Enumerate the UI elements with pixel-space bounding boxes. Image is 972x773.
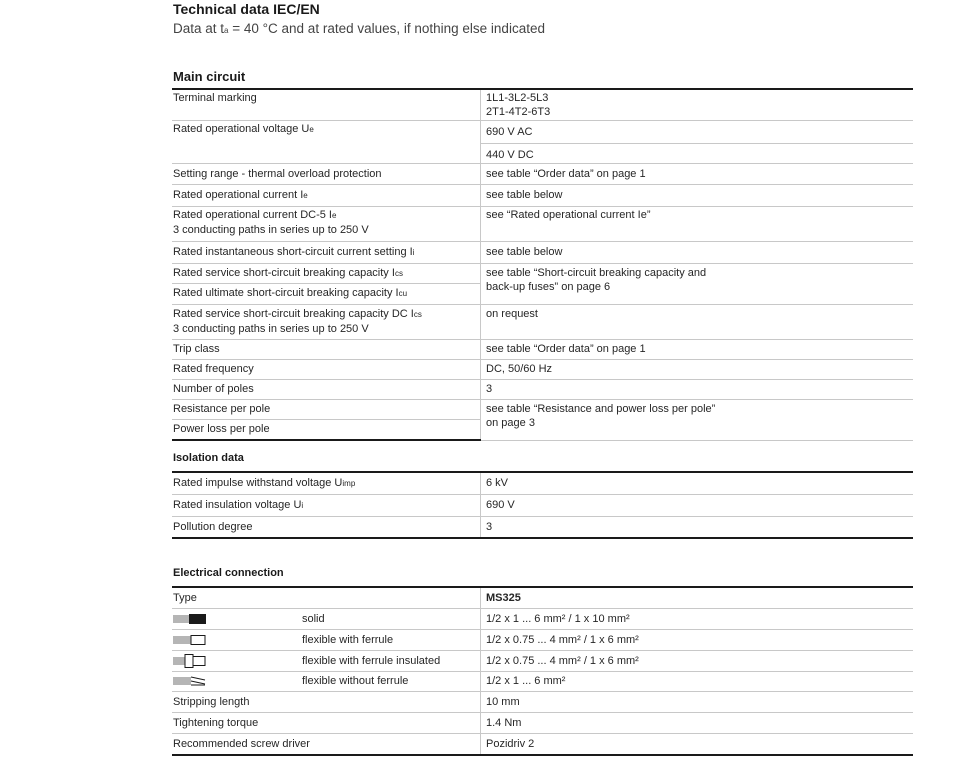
table-row: [172, 121, 913, 144]
table-row: [172, 305, 913, 340]
row-value: 3: [481, 380, 914, 400]
row-value: see “Rated operational current Ie”: [481, 207, 914, 242]
row-value: see table “Short-circuit breaking capacity and back-up fuses” on page 6: [481, 264, 914, 305]
row-label: Rated service short-circuit breaking capacity DC Ics 3 conducting paths in series up to 250 V: [172, 305, 481, 340]
row-value: 3: [481, 517, 914, 539]
row-value: MS325: [481, 587, 914, 609]
row-label: Tightening torque: [172, 713, 481, 734]
row-label: Terminal marking: [172, 89, 481, 121]
row-label: Rated operational voltage Ue: [172, 121, 481, 164]
row-value: see table below: [481, 242, 914, 264]
row-label: Rated instantaneous short-circuit current setting Ii: [172, 242, 481, 264]
row-value: 690 V AC: [481, 121, 914, 144]
row-value: 440 V DC: [481, 144, 914, 164]
row-value: on request: [481, 305, 914, 340]
isolation-title: Isolation data: [173, 452, 244, 464]
table-row: [172, 185, 913, 207]
table-row: [172, 517, 913, 539]
row-value: 1/2 x 0.75 ... 4 mm² / 1 x 6 mm²: [481, 651, 914, 672]
table-row: [172, 360, 913, 380]
row-label: Number of poles: [172, 380, 481, 400]
row-label: Rated service short-circuit breaking capacity Ics: [172, 264, 481, 284]
row-value: 1.4 Nm: [481, 713, 914, 734]
row-value: see table below: [481, 185, 914, 207]
row-label: Stripping length: [172, 692, 481, 713]
row-label: Trip class: [172, 340, 481, 360]
table-row: [172, 400, 913, 420]
main-circuit-title: Main circuit: [173, 69, 246, 84]
row-label: Rated operational current DC-5 Ie 3 conducting paths in series up to 250 V: [172, 207, 481, 242]
table-row: [172, 380, 913, 400]
row-label: flexible with ferrule: [172, 630, 481, 651]
row-value: see table “Order data” on page 1: [481, 164, 914, 185]
row-value: DC, 50/60 Hz: [481, 360, 914, 380]
table-row: [172, 340, 913, 360]
row-label: Setting range - thermal overload protection: [172, 164, 481, 185]
table-row: [172, 672, 913, 692]
table-row: [172, 89, 913, 121]
row-label: Rated impulse withstand voltage Uimp: [172, 472, 481, 495]
row-value: 6 kV: [481, 472, 914, 495]
isolation-table: [172, 471, 913, 539]
row-value: see table “Order data” on page 1: [481, 340, 914, 360]
row-label: Recommended screw driver: [172, 734, 481, 756]
row-label: Resistance per pole: [172, 400, 481, 420]
table-row: [172, 692, 913, 713]
table-row: [172, 164, 913, 185]
ferrule-wire-icon: [173, 635, 207, 645]
flexible-wire-icon: [173, 676, 207, 686]
row-value: Pozidriv 2: [481, 734, 914, 756]
row-label: Rated operational current Ie: [172, 185, 481, 207]
row-value: 1/2 x 0.75 ... 4 mm² / 1 x 6 mm²: [481, 630, 914, 651]
row-label: Type: [172, 587, 481, 609]
electrical-table: [172, 586, 913, 756]
row-value: 690 V: [481, 495, 914, 517]
row-label: Rated ultimate short-circuit breaking capacity Icu: [172, 284, 481, 305]
row-label: solid: [172, 609, 481, 630]
table-row: [172, 264, 913, 284]
page-subtitle: Data at ta = 40 °C and at rated values, if nothing else indicated: [173, 21, 545, 36]
table-row: [172, 651, 913, 672]
page-title: Technical data IEC/EN: [173, 1, 320, 17]
row-label: Power loss per pole: [172, 420, 481, 441]
row-value: 1L1-3L2-5L3 2T1-4T2-6T3: [481, 89, 914, 121]
table-row: [172, 713, 913, 734]
solid-wire-icon: [173, 614, 207, 624]
row-label: flexible with ferrule insulated: [172, 651, 481, 672]
row-value: 1/2 x 1 ... 6 mm²: [481, 672, 914, 692]
table-row: [172, 242, 913, 264]
table-row: [172, 587, 913, 609]
row-value: 1/2 x 1 ... 6 mm² / 1 x 10 mm²: [481, 609, 914, 630]
row-value: see table “Resistance and power loss per pole” on page 3: [481, 400, 914, 441]
row-label: Rated insulation voltage Ui: [172, 495, 481, 517]
row-label: flexible without ferrule: [172, 672, 481, 692]
table-row: [172, 734, 913, 756]
table-row: [172, 630, 913, 651]
row-value: 10 mm: [481, 692, 914, 713]
electrical-title: Electrical connection: [173, 567, 284, 579]
table-row: [172, 495, 913, 517]
main-circuit-table: [172, 88, 913, 441]
insulated-ferrule-wire-icon: [173, 654, 207, 668]
row-label: Pollution degree: [172, 517, 481, 539]
row-label: Rated frequency: [172, 360, 481, 380]
table-row: [172, 609, 913, 630]
table-row: [172, 472, 913, 495]
table-row: [172, 207, 913, 242]
